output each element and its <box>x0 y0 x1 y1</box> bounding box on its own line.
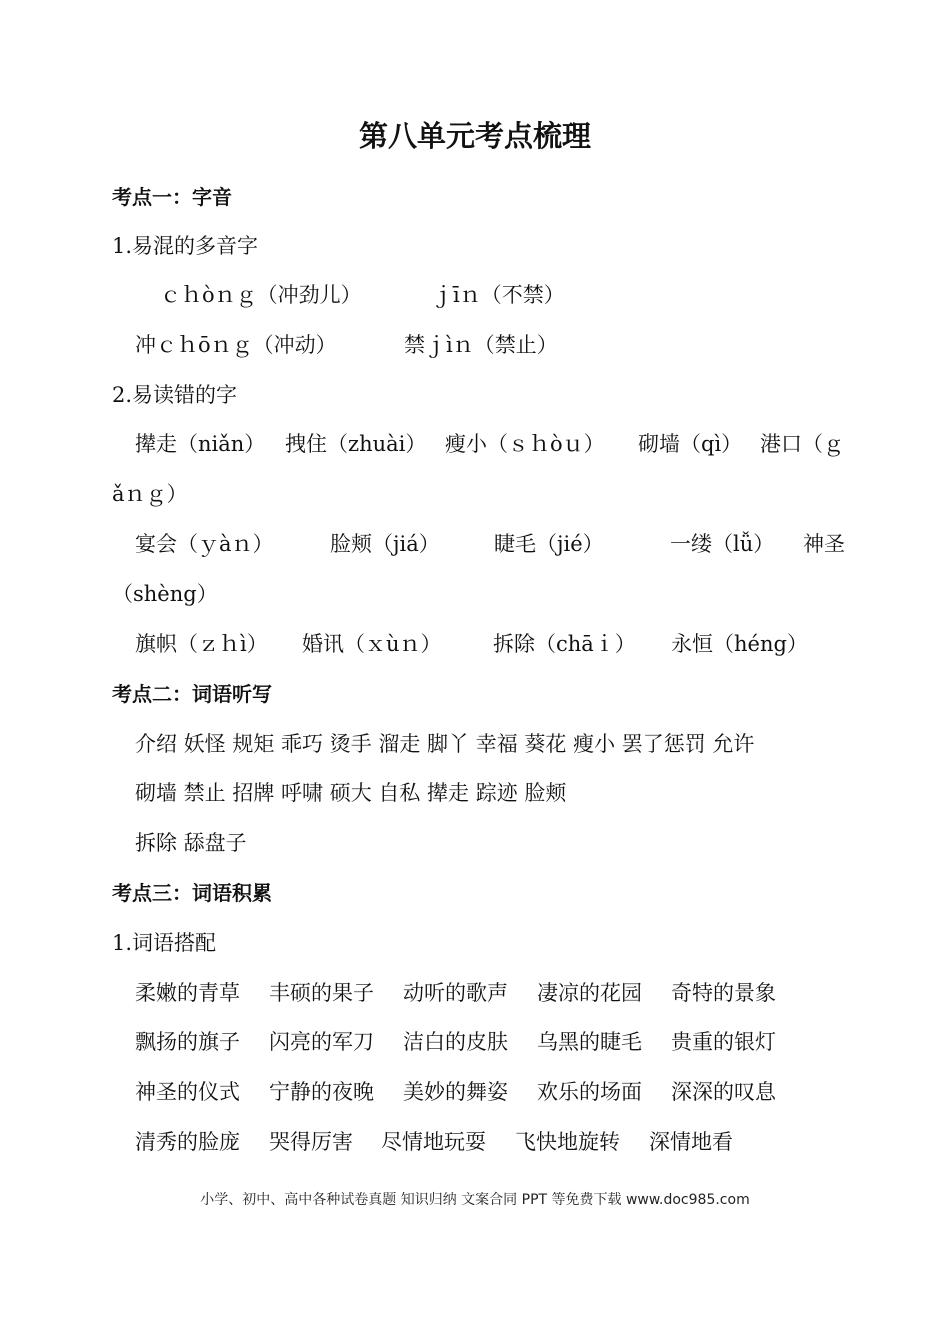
collocation: 神圣的仪式 <box>135 1080 240 1104</box>
misread-word: 拽住（zhuài） <box>285 432 427 456</box>
misread-word-continuation: （shèng） <box>112 582 218 606</box>
collocation: 深情地看 <box>649 1130 733 1154</box>
section-heading-pronunciation: 考点一：字音 <box>112 185 232 209</box>
collocation: 清秀的脸庞 <box>135 1130 240 1154</box>
misread-word-continuation: ǎｎｇ） <box>112 482 188 506</box>
collocation: 飞快地旋转 <box>515 1130 620 1154</box>
collocation: 奇特的景象 <box>671 981 776 1005</box>
collocation: 深深的叹息 <box>671 1080 776 1104</box>
misread-word: 撵走（niǎn） <box>135 432 266 456</box>
misread-word: 拆除（chāｉ） <box>493 632 636 656</box>
collocation: 美妙的舞姿 <box>403 1080 508 1104</box>
collocation: 闪亮的军刀 <box>269 1030 374 1054</box>
collocation: 乌黑的睫毛 <box>537 1030 642 1054</box>
misread-word: 砌墙（qì） <box>638 432 743 456</box>
collocation: 动听的歌声 <box>403 981 508 1005</box>
pinyin-entry: ｊīｎ（不禁） <box>432 283 565 307</box>
misread-word: 一缕（lǚ） <box>670 532 775 556</box>
collocation: 哭得厉害 <box>269 1130 353 1154</box>
subheading-misread: 2.易读错的字 <box>112 383 238 407</box>
dictation-words: 介绍 妖怪 规矩 乖巧 烫手 溜走 脚丫 幸福 葵花 瘦小 罢了惩罚 允许 <box>135 732 755 756</box>
misread-word: 瘦小（ｓｈòｕ） <box>445 432 605 456</box>
misread-word: 旗帜（ｚｈì） <box>135 632 268 656</box>
collocation: 宁静的夜晚 <box>269 1080 374 1104</box>
collocation: 飘扬的旗子 <box>135 1030 240 1054</box>
dictation-words: 拆除 舔盘子 <box>135 831 247 855</box>
page-footer: 小学、初中、高中各种试卷真题 知识归纳 文案合同 PPT 等免费下载 www.doc985.com <box>200 1192 750 1208</box>
dictation-words: 砌墙 禁止 招牌 呼啸 硕大 自私 撵走 踪迹 脸颊 <box>135 781 567 805</box>
collocation: 欢乐的场面 <box>537 1080 642 1104</box>
collocation: 凄凉的花园 <box>537 981 642 1005</box>
collocation: 柔嫩的青草 <box>135 981 240 1005</box>
misread-word: 宴会（ｙàｎ） <box>135 532 274 556</box>
misread-word: 港口（ｇ <box>760 432 844 456</box>
pinyin-entry: 禁ｊìｎ（禁止） <box>404 333 558 357</box>
misread-word: 神圣 <box>803 532 845 556</box>
page-title: 第八单元考点梳理 <box>358 119 591 153</box>
misread-word: 脸颊（jiá） <box>330 532 440 556</box>
collocation: 洁白的皮肤 <box>403 1030 508 1054</box>
pinyin-entry: ｃｈòｎｇ（冲劲儿） <box>160 283 362 307</box>
misread-word: 永恒（héng） <box>671 632 808 656</box>
pinyin-entry: 冲ｃｈōｎｇ（冲动） <box>135 333 337 357</box>
misread-word: 婚讯（ｘùｎ） <box>302 632 442 656</box>
subheading-polyphonic: 1.易混的多音字 <box>112 234 259 258</box>
section-heading-accumulation: 考点三：词语积累 <box>112 881 272 905</box>
collocation: 丰硕的果子 <box>269 981 374 1005</box>
subheading-collocation: 1.词语搭配 <box>112 931 217 955</box>
collocation: 尽情地玩耍 <box>381 1130 486 1154</box>
section-heading-dictation: 考点二：词语听写 <box>112 682 272 706</box>
collocation: 贵重的银灯 <box>671 1030 776 1054</box>
misread-word: 睫毛（jié） <box>494 532 604 556</box>
